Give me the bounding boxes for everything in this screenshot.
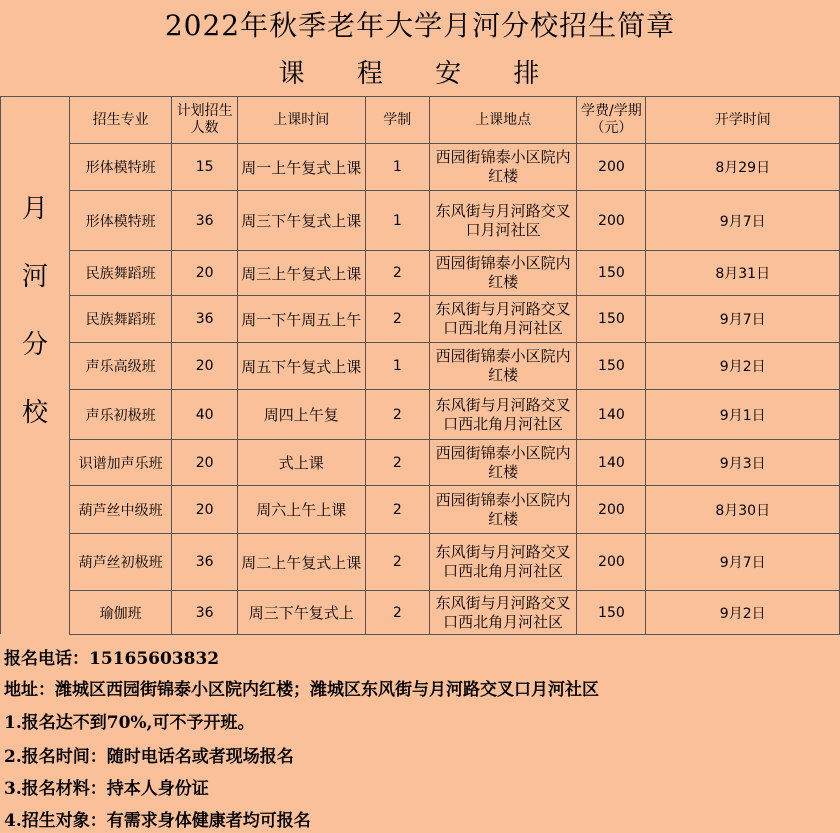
cell-time: 周三下午复式上课 [238,191,366,251]
cell-major: 声乐初极班 [70,390,172,440]
cell-major: 声乐高级班 [70,343,172,390]
cell-major: 识谱加声乐班 [70,440,172,486]
cell-start: 8月30日 [646,486,840,534]
cell-years: 2 [365,296,429,343]
cell-years: 1 [365,144,429,191]
cell-location: 西园街锦泰小区院内红楼 [430,144,577,191]
table-row [70,296,840,343]
side-label-char: 校 [21,398,48,428]
branch-side-label [0,96,69,634]
cell-location: 东风街与月河路交叉口西北角月河社区 [430,534,577,591]
cell-major: 形体模特班 [70,191,172,251]
cell-location: 西园街锦泰小区院内红楼 [430,440,577,486]
cell-quota: 36 [172,191,238,251]
cell-start: 9月7日 [646,534,840,591]
cell-quota: 40 [172,390,238,440]
course-schedule-table [69,96,840,635]
cell-location: 东风街与月河路交叉口西北角月河社区 [430,591,577,635]
cell-quota: 36 [172,296,238,343]
cell-location: 东风街与月河路交叉口月河社区 [430,191,577,251]
note-4: 4.招生对象：有需求身体健康者均可报名 [4,811,311,831]
phone-line: 报名电话：15165603832 [4,649,220,669]
cell-location: 东风街与月河路交叉口西北角月河社区 [430,390,577,440]
table-row [70,191,840,251]
cell-time: 周五下午复式上课 [238,343,366,390]
cell-major: 形体模特班 [70,144,172,191]
cell-start: 8月29日 [646,144,840,191]
page-title: 2022年秋季老年大学月河分校招生简章 [164,9,676,42]
cell-major: 葫芦丝中级班 [70,486,172,534]
column-header-quota: 计划招生人数 [172,97,238,144]
cell-years: 1 [365,191,429,251]
table-row [70,591,840,635]
side-label-char: 月 [21,194,48,224]
side-label-char: 分 [21,330,48,360]
cell-quota: 20 [172,343,238,390]
note-3: 3.报名材料：持本人身份证 [4,779,209,799]
table-row [70,144,840,191]
cell-time: 周六上午上课 [238,486,366,534]
cell-fee: 150 [577,343,646,390]
section-subtitle: 课 程 安 排 [278,59,562,89]
column-header-start: 开学时间 [646,97,840,144]
cell-major: 葫芦丝初极班 [70,534,172,591]
cell-time: 周三上午复式上课 [238,251,366,296]
table-row [70,343,840,390]
cell-fee: 140 [577,440,646,486]
address-line: 地址：潍城区西园街锦泰小区院内红楼；潍城区东风街与月河路交叉口月河社区 [4,680,599,700]
cell-time: 周四上午复 [238,390,366,440]
cell-start: 8月31日 [646,251,840,296]
cell-years: 1 [365,343,429,390]
cell-fee: 150 [577,591,646,635]
cell-location: 西园街锦泰小区院内红楼 [430,251,577,296]
cell-fee: 140 [577,390,646,440]
cell-fee: 200 [577,486,646,534]
table-row [70,534,840,591]
cell-years: 2 [365,251,429,296]
cell-start: 9月7日 [646,191,840,251]
note-2: 2.报名时间：随时电话名或者现场报名 [4,747,294,767]
cell-location: 东风街与月河路交叉口西北角月河社区 [430,296,577,343]
cell-years: 2 [365,390,429,440]
cell-time: 周一上午复式上课 [238,144,366,191]
note-1: 1.报名达不到70%,可不予开班。 [4,713,255,733]
cell-fee: 200 [577,534,646,591]
table-row [70,390,840,440]
cell-quota: 20 [172,486,238,534]
column-header-fee: 学费/学期（元） [577,97,646,144]
cell-location: 西园街锦泰小区院内红楼 [430,343,577,390]
cell-fee: 150 [577,296,646,343]
side-label-char: 河 [21,262,48,292]
table-row [70,251,840,296]
cell-time: 周二上午复式上课 [238,534,366,591]
table-row [70,486,840,534]
cell-major: 瑜伽班 [70,591,172,635]
cell-time: 周一下午周五上午 [238,296,366,343]
cell-quota: 20 [172,440,238,486]
cell-time: 周三下午复式上 [238,591,366,635]
cell-start: 9月2日 [646,343,840,390]
column-header-major: 招生专业 [70,97,172,144]
cell-start: 9月2日 [646,591,840,635]
cell-quota: 36 [172,534,238,591]
table-row [70,440,840,486]
cell-fee: 200 [577,144,646,191]
cell-start: 9月3日 [646,440,840,486]
cell-quota: 20 [172,251,238,296]
cell-fee: 200 [577,191,646,251]
column-header-location: 上课地点 [430,97,577,144]
cell-years: 2 [365,534,429,591]
cell-years: 2 [365,440,429,486]
cell-start: 9月1日 [646,390,840,440]
cell-major: 民族舞蹈班 [70,251,172,296]
cell-time: 式上课 [238,440,366,486]
column-header-time: 上课时间 [238,97,366,144]
cell-major: 民族舞蹈班 [70,296,172,343]
cell-location: 西园街锦泰小区院内红楼 [430,486,577,534]
cell-years: 2 [365,591,429,635]
cell-quota: 36 [172,591,238,635]
cell-fee: 150 [577,251,646,296]
cell-start: 9月7日 [646,296,840,343]
column-header-years: 学制 [365,97,429,144]
cell-quota: 15 [172,144,238,191]
table-header-row [70,97,840,144]
cell-years: 2 [365,486,429,534]
